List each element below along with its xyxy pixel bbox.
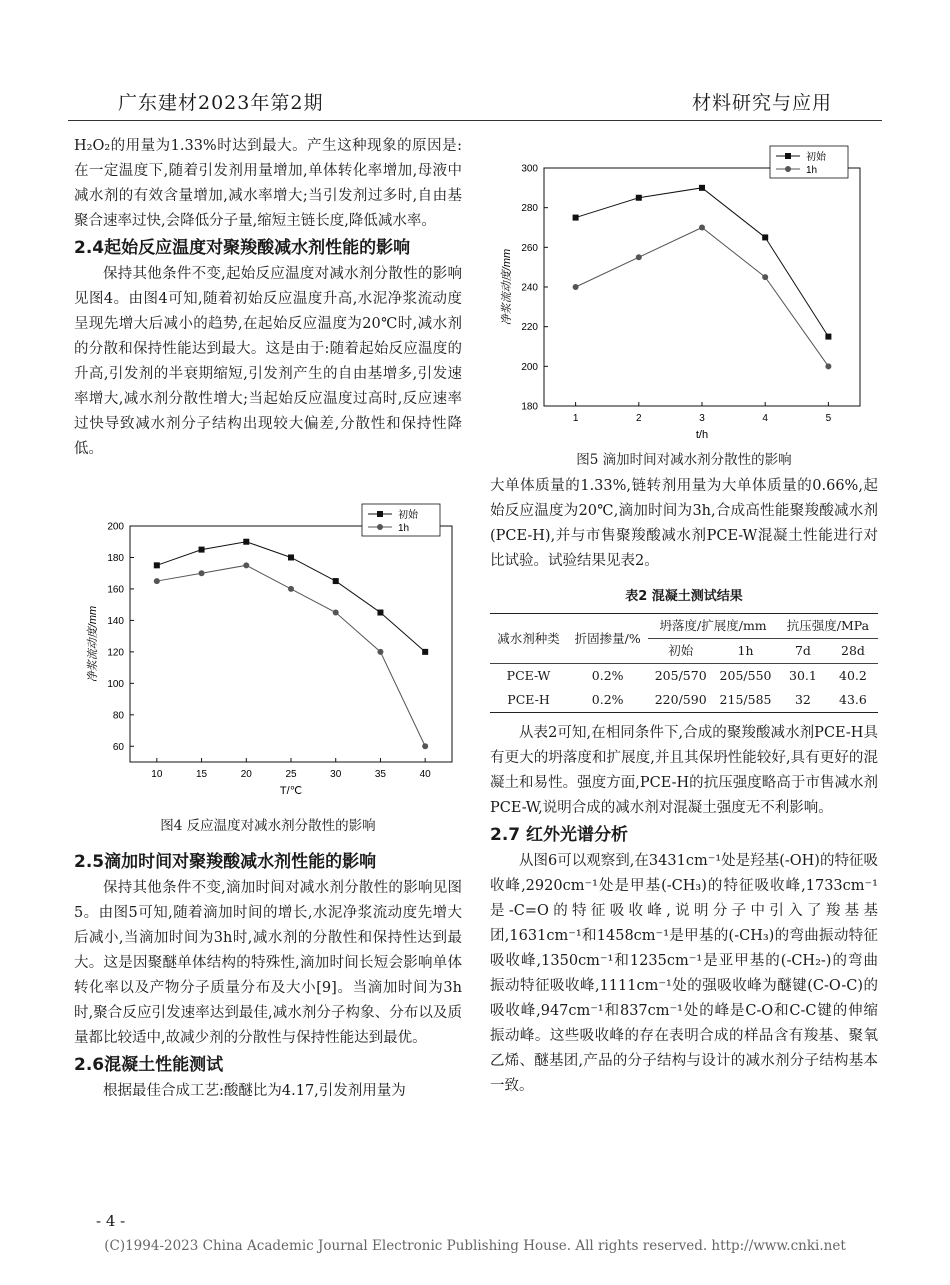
y-tick-label: 180 <box>521 401 538 413</box>
data-point <box>422 743 428 749</box>
y-axis-label: 净浆流动度/mm <box>501 248 513 326</box>
legend-marker <box>377 524 383 530</box>
paragraph: 保持其他条件不变,起始反应温度对减水剂分散性的影响见图4。由图4可知,随着初始反应温度升高,水泥净浆流动度呈现先增大后减小的趋势,在起始反应温度为20℃时,减水剂的分散和保持性能达到最大。这是由于:随着起始反应温度的升高,引发剂的半衰期缩短,引发剂产生的自由基增多,引发速率增大,减水剂分散性增大;当起始反应温度过高时,反应速率过快导致减水剂分子结构出现较大偏差,分散性和保持性降低。 <box>74 266 462 457</box>
data-point <box>154 562 160 568</box>
data-point <box>333 610 339 616</box>
table-header: 抗压强度/MPa <box>778 614 878 639</box>
data-point <box>636 254 642 260</box>
table-row <box>490 688 878 713</box>
data-point <box>288 554 294 560</box>
section-header: 材料研究与应用 <box>691 92 832 114</box>
paragraph: 从图6可以观察到,在3431cm⁻¹处是羟基(-OH)的特征吸收峰,2920cm⁻¹处是甲基(-CH₃)的特征吸收峰,1733cm⁻¹是-C=O的特征吸收峰,说明分子中引入了羧基基团,1631cm⁻¹和1458cm⁻¹是甲基的(-CH₃)的弯曲振动特征吸收峰,1350cm⁻¹和1235cm⁻¹是亚甲基的(-CH₂-)的弯曲振动特征吸收峰,1111cm⁻¹处的强吸收峰为醚键(C-O-C)的吸收峰,947cm⁻¹和837cm⁻¹处的峰是C-O和C-C键的伸缩振动峰。这些吸收峰的存在表明合成的样品含有羧基、聚氧乙烯、醚基团,产品的分子结构与设计的减水剂分子结构基本一致。 <box>490 853 878 1094</box>
page-number: - 4 - <box>96 1212 126 1230</box>
table-cell: 220/590 <box>654 692 707 707</box>
section-heading-2-5: 2.5滴加时间对聚羧酸减水剂性能的影响 <box>74 852 377 872</box>
data-point <box>699 185 705 191</box>
x-axis-label: t/h <box>695 429 709 441</box>
data-point <box>377 610 383 616</box>
y-tick-label: 80 <box>112 710 124 722</box>
data-point <box>762 234 768 240</box>
y-tick-label: 60 <box>112 741 124 753</box>
x-tick-label: 35 <box>374 769 387 780</box>
right-col <box>490 474 878 1099</box>
x-tick-label: 3 <box>699 413 705 424</box>
data-point <box>573 284 579 290</box>
table-cell: PCE-W <box>506 668 551 683</box>
legend-label: 1h <box>806 165 818 176</box>
data-point <box>243 539 249 545</box>
table-row <box>490 664 878 689</box>
y-tick-label: 200 <box>107 521 124 533</box>
left-col-top <box>74 134 462 462</box>
x-tick-label: 25 <box>285 769 297 780</box>
table-cell: 32 <box>794 692 811 707</box>
table-cell: 30.1 <box>789 668 817 683</box>
table-cell: 43.6 <box>839 692 867 707</box>
table-2-caption: 表2 混凝土测试结果 <box>625 589 743 604</box>
table-header: 初始 <box>668 643 694 658</box>
data-point <box>333 578 339 584</box>
y-tick-label: 160 <box>107 584 124 596</box>
paragraph: 大单体质量的1.33%,链转剂用量为大单体质量的0.66%,起始反应温度为20℃,滴加时间为3h,合成高性能聚羧酸减水剂(PCE-H),并与市售聚羧酸减水剂PCE-W混凝土性能进行对比试验。试验结果见表2。 <box>490 478 878 569</box>
paragraph: 保持其他条件不变,滴加时间对减水剂分散性的影响见图5。由图5可知,随着滴加时间的增长,水泥净浆流动度先增大后减小,当滴加时间为3h时,减水剂的分散性和保持性达到最大。这是因聚醚单体结构的特殊性,滴加时间长短会影响单体转化率以及产物分子质量分布及大小[9]。当滴加时间为3h时,聚合反应引发速率达到最佳,减水剂分子构象、分布以及质量都比较适中,故减少剂的分散性与保持性能达到最优。 <box>74 880 462 1046</box>
table-cell: 0.2% <box>591 692 624 707</box>
y-tick-label: 140 <box>107 615 124 627</box>
x-tick-label: 30 <box>330 769 342 780</box>
x-tick-label: 4 <box>762 413 768 424</box>
table-header: 7d <box>794 643 811 658</box>
table-header: 28d <box>841 643 865 658</box>
series-line <box>576 188 829 337</box>
paragraph: 根据最佳合成工艺:酸醚比为4.17,引发剂用量为 <box>103 1083 406 1099</box>
section-heading-2-7: 2.7 红外光谱分析 <box>490 825 629 845</box>
series-line <box>576 228 829 367</box>
figure-4-caption: 图4 反应温度对减水剂分散性的影响 <box>160 818 376 834</box>
data-point <box>288 586 294 592</box>
legend-label: 初始 <box>806 152 826 163</box>
paragraph: H₂O₂的用量为1.33%时达到最大。产生这种现象的原因是:在一定温度下,随着引发剂用量增加,单体转化率增加,母液中减水剂的有效含量增加,减水率增大;当引发剂过多时,自由基聚合速率过快,会降低分子量,缩短主链长度,降低减水率。 <box>74 138 462 229</box>
section-heading-2-6: 2.6混凝土性能测试 <box>74 1055 224 1075</box>
data-point <box>573 215 579 221</box>
data-point <box>154 578 160 584</box>
table-cell: 205/570 <box>654 668 707 683</box>
plot-frame <box>130 526 452 762</box>
data-point <box>422 649 428 655</box>
data-point <box>199 547 205 553</box>
section-heading-2-4: 2.4起始反应温度对聚羧酸减水剂性能的影响 <box>74 238 411 258</box>
y-tick-label: 120 <box>107 647 124 659</box>
x-tick-label: 40 <box>419 769 431 780</box>
y-tick-label: 200 <box>521 361 538 373</box>
y-tick-label: 240 <box>521 282 538 294</box>
table-header: 减水剂种类 <box>497 630 560 646</box>
table-header: 1h <box>737 643 754 658</box>
header-rule <box>68 120 882 121</box>
x-tick-label: 20 <box>240 769 252 780</box>
legend-marker <box>785 153 791 159</box>
data-point <box>825 334 831 340</box>
table-cell: 40.2 <box>839 668 867 683</box>
copyright-line: (C)1994-2023 China Academic Journal Electronic Publishing House. All rights reserved. http://www.cnki.net <box>104 1238 846 1254</box>
legend-marker <box>785 166 791 172</box>
x-axis-label: T/℃ <box>279 785 303 797</box>
y-tick-label: 260 <box>521 242 538 254</box>
journal-header: 广东建材2023年第2期 <box>118 92 324 114</box>
x-tick-label: 1 <box>572 413 579 424</box>
y-tick-label: 100 <box>107 678 124 690</box>
table-cell: 215/585 <box>719 692 772 707</box>
figure-5-chart <box>488 138 880 444</box>
x-tick-label: 10 <box>151 769 163 780</box>
data-point <box>825 363 831 369</box>
figure-4-chart <box>72 500 472 810</box>
data-point <box>699 225 705 231</box>
data-point <box>636 195 642 201</box>
data-point <box>199 570 205 576</box>
table-cell: 0.2% <box>591 668 624 683</box>
table-header: 折固掺量/% <box>574 630 641 646</box>
table-cell: PCE-H <box>507 692 550 707</box>
table-2 <box>490 613 878 713</box>
data-point <box>377 649 383 655</box>
x-tick-label: 15 <box>195 769 208 780</box>
legend-marker <box>377 511 383 517</box>
legend-label: 初始 <box>398 510 418 521</box>
x-tick-label: 5 <box>825 413 832 424</box>
series-line <box>157 565 425 746</box>
legend-label: 1h <box>398 523 410 534</box>
table-cell: 205/550 <box>719 668 772 683</box>
x-tick-label: 2 <box>636 413 642 424</box>
figure-5-caption: 图5 滴加时间对减水剂分散性的影响 <box>576 452 792 468</box>
plot-frame <box>544 168 860 406</box>
data-point <box>762 274 768 280</box>
table-header: 坍落度/扩展度/mm <box>648 614 778 639</box>
paragraph: 从表2可知,在相同条件下,合成的聚羧酸减水剂PCE-H具有更大的坍落度和扩展度,并且其保坍性能较好,具有更好的混凝土和易性。强度方面,PCE-H的抗压强度略高于市售减水剂PCE-W,说明合成的减水剂对混凝土强度无不利影响。 <box>490 725 878 816</box>
y-tick-label: 280 <box>521 203 538 215</box>
y-tick-label: 180 <box>107 552 124 564</box>
data-point <box>243 562 249 568</box>
y-axis-label: 净浆流动度/mm <box>87 605 99 683</box>
y-tick-label: 220 <box>521 322 538 334</box>
left-col-bottom <box>74 848 462 1104</box>
y-tick-label: 300 <box>521 163 538 175</box>
